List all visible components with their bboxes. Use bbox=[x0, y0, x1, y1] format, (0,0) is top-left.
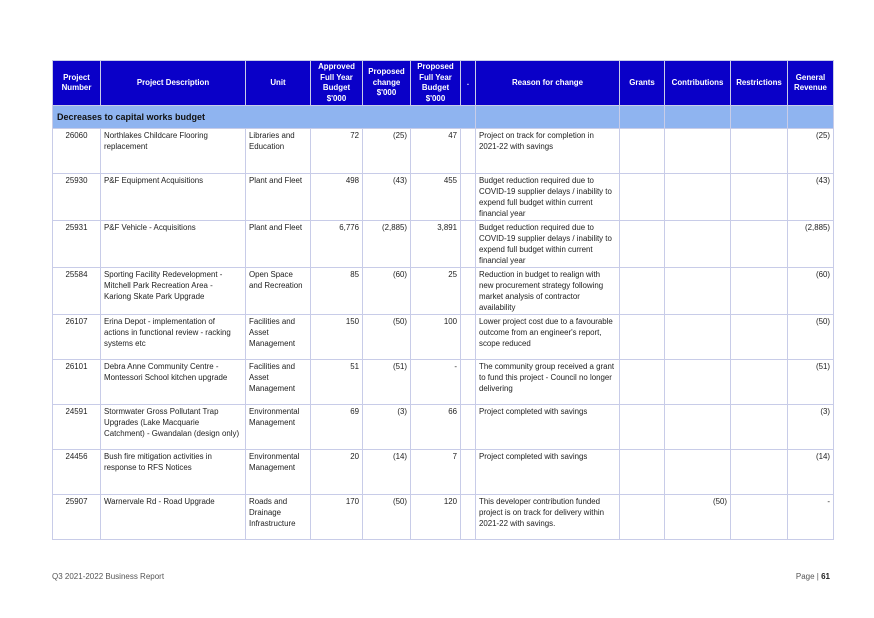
section-cell-contributions bbox=[665, 106, 731, 129]
cell-proposed-budget: 66 bbox=[411, 405, 461, 450]
section-cell-grants bbox=[620, 106, 665, 129]
cell-contributions bbox=[665, 129, 731, 174]
cell-unit: Facilities and Asset Management bbox=[246, 360, 311, 405]
table-row bbox=[53, 129, 834, 174]
cell-proposed-budget: - bbox=[411, 360, 461, 405]
table-row bbox=[53, 360, 834, 405]
header-project-description: Project Description bbox=[101, 61, 246, 106]
cell-dot bbox=[461, 129, 476, 174]
cell-contributions bbox=[665, 174, 731, 221]
cell-restrictions bbox=[731, 174, 788, 221]
cell-general-revenue: (50) bbox=[788, 315, 834, 360]
cell-dot bbox=[461, 221, 476, 268]
cell-unit: Open Space and Recreation bbox=[246, 268, 311, 315]
cell-general-revenue: - bbox=[788, 495, 834, 540]
cell-proposed-budget: 7 bbox=[411, 450, 461, 495]
cell-project-description: Erina Depot - implementation of actions in functional review - racking systems etc bbox=[101, 315, 246, 360]
cell-contributions bbox=[665, 315, 731, 360]
cell-general-revenue: (25) bbox=[788, 129, 834, 174]
cell-reason: This developer contribution funded project is on track for delivery within 2021-22 with savings. bbox=[476, 495, 620, 540]
cell-general-revenue: (14) bbox=[788, 450, 834, 495]
cell-approved-budget: 6,776 bbox=[311, 221, 363, 268]
cell-reason: The community group received a grant to fund this project - Council no longer delivering bbox=[476, 360, 620, 405]
cell-reason: Budget reduction required due to COVID-19 supplier delays / inability to expend full budget within current financial year bbox=[476, 221, 620, 268]
cell-proposed-change: (43) bbox=[363, 174, 411, 221]
cell-proposed-change: (50) bbox=[363, 495, 411, 540]
table-header-row bbox=[53, 61, 834, 106]
footer-page bbox=[796, 572, 830, 581]
table-row bbox=[53, 495, 834, 540]
cell-grants bbox=[620, 268, 665, 315]
cell-general-revenue: (43) bbox=[788, 174, 834, 221]
cell-grants bbox=[620, 129, 665, 174]
cell-unit: Environmental Management bbox=[246, 405, 311, 450]
cell-dot bbox=[461, 315, 476, 360]
cell-proposed-change: (51) bbox=[363, 360, 411, 405]
header-reason: Reason for change bbox=[476, 61, 620, 106]
cell-reason: Budget reduction required due to COVID-19 supplier delays / inability to expend full budget within current financial year bbox=[476, 174, 620, 221]
cell-unit: Plant and Fleet bbox=[246, 174, 311, 221]
cell-restrictions bbox=[731, 221, 788, 268]
cell-restrictions bbox=[731, 405, 788, 450]
cell-contributions bbox=[665, 360, 731, 405]
section-cell-general-revenue bbox=[788, 106, 834, 129]
cell-proposed-change: (14) bbox=[363, 450, 411, 495]
cell-reason: Project on track for completion in 2021-22 with savings bbox=[476, 129, 620, 174]
table-row bbox=[53, 221, 834, 268]
footer-page-number: 61 bbox=[821, 572, 830, 581]
cell-proposed-change: (3) bbox=[363, 405, 411, 450]
header-proposed-change: Proposed change $'000 bbox=[363, 61, 411, 106]
header-proposed-budget: Proposed Full Year Budget $'000 bbox=[411, 61, 461, 106]
cell-unit: Environmental Management bbox=[246, 450, 311, 495]
cell-grants bbox=[620, 360, 665, 405]
cell-grants bbox=[620, 495, 665, 540]
cell-project-number: 25931 bbox=[53, 221, 101, 268]
cell-proposed-budget: 120 bbox=[411, 495, 461, 540]
table-row bbox=[53, 174, 834, 221]
table-row bbox=[53, 268, 834, 315]
cell-general-revenue: (51) bbox=[788, 360, 834, 405]
section-cell-restrictions bbox=[731, 106, 788, 129]
section-cell-reason bbox=[476, 106, 620, 129]
cell-proposed-budget: 455 bbox=[411, 174, 461, 221]
cell-project-number: 26107 bbox=[53, 315, 101, 360]
cell-contributions bbox=[665, 268, 731, 315]
cell-unit: Libraries and Education bbox=[246, 129, 311, 174]
cell-general-revenue: (2,885) bbox=[788, 221, 834, 268]
cell-proposed-budget: 3,891 bbox=[411, 221, 461, 268]
cell-dot bbox=[461, 174, 476, 221]
footer-report-title: Q3 2021-2022 Business Report bbox=[52, 572, 165, 581]
cell-project-number: 24456 bbox=[53, 450, 101, 495]
cell-reason: Project completed with savings bbox=[476, 450, 620, 495]
cell-reason: Lower project cost due to a favourable outcome from an engineer's report, scope reduced bbox=[476, 315, 620, 360]
cell-proposed-budget: 47 bbox=[411, 129, 461, 174]
footer-page-label: Page | bbox=[795, 572, 819, 581]
section-title: Decreases to capital works budget bbox=[53, 106, 476, 129]
cell-approved-budget: 20 bbox=[311, 450, 363, 495]
cell-proposed-change: (2,885) bbox=[363, 221, 411, 268]
cell-project-description: Sporting Facility Redevelopment - Mitchell Park Recreation Area - Kariong Skate Park Upgrade bbox=[101, 268, 246, 315]
cell-approved-budget: 69 bbox=[311, 405, 363, 450]
cell-contributions: (50) bbox=[665, 495, 731, 540]
cell-grants bbox=[620, 315, 665, 360]
header-general-revenue: General Revenue bbox=[788, 61, 834, 106]
cell-grants bbox=[620, 450, 665, 495]
cell-project-description: P&F Vehicle - Acquisitions bbox=[101, 221, 246, 268]
cell-grants bbox=[620, 405, 665, 450]
cell-project-description: Bush fire mitigation activities in response to RFS Notices bbox=[101, 450, 246, 495]
cell-proposed-change: (50) bbox=[363, 315, 411, 360]
cell-project-number: 26060 bbox=[53, 129, 101, 174]
cell-dot bbox=[461, 405, 476, 450]
cell-reason: Reduction in budget to realign with new procurement strategy following market analysis of contractor availability bbox=[476, 268, 620, 315]
cell-approved-budget: 150 bbox=[311, 315, 363, 360]
cell-approved-budget: 170 bbox=[311, 495, 363, 540]
cell-contributions bbox=[665, 405, 731, 450]
cell-approved-budget: 51 bbox=[311, 360, 363, 405]
header-grants: Grants bbox=[620, 61, 665, 106]
header-unit: Unit bbox=[246, 61, 311, 106]
cell-project-description: Stormwater Gross Pollutant Trap Upgrades (Lake Macquarie Catchment) - Gwandalan (design only) bbox=[101, 405, 246, 450]
table-row bbox=[53, 450, 834, 495]
cell-restrictions bbox=[731, 268, 788, 315]
cell-dot bbox=[461, 360, 476, 405]
cell-restrictions bbox=[731, 495, 788, 540]
cell-proposed-change: (60) bbox=[363, 268, 411, 315]
header-dot: . bbox=[461, 61, 476, 106]
header-restrictions: Restrictions bbox=[731, 61, 788, 106]
header-approved-budget: Approved Full Year Budget $'000 bbox=[311, 61, 363, 106]
cell-general-revenue: (60) bbox=[788, 268, 834, 315]
cell-dot bbox=[461, 268, 476, 315]
cell-restrictions bbox=[731, 450, 788, 495]
section-row bbox=[53, 106, 834, 129]
cell-proposed-budget: 100 bbox=[411, 315, 461, 360]
table-row bbox=[53, 405, 834, 450]
cell-dot bbox=[461, 450, 476, 495]
cell-general-revenue: (3) bbox=[788, 405, 834, 450]
cell-project-description: P&F Equipment Acquisitions bbox=[101, 174, 246, 221]
cell-restrictions bbox=[731, 315, 788, 360]
cell-unit: Plant and Fleet bbox=[246, 221, 311, 268]
cell-proposed-budget: 25 bbox=[411, 268, 461, 315]
header-project-number: Project Number bbox=[53, 61, 101, 106]
cell-unit: Roads and Drainage Infrastructure bbox=[246, 495, 311, 540]
cell-project-description: Debra Anne Community Centre - Montessori School kitchen upgrade bbox=[101, 360, 246, 405]
cell-contributions bbox=[665, 221, 731, 268]
cell-unit: Facilities and Asset Management bbox=[246, 315, 311, 360]
cell-proposed-change: (25) bbox=[363, 129, 411, 174]
cell-restrictions bbox=[731, 129, 788, 174]
cell-contributions bbox=[665, 450, 731, 495]
cell-project-description: Northlakes Childcare Flooring replacement bbox=[101, 129, 246, 174]
cell-approved-budget: 72 bbox=[311, 129, 363, 174]
cell-approved-budget: 85 bbox=[311, 268, 363, 315]
cell-project-description: Warnervale Rd - Road Upgrade bbox=[101, 495, 246, 540]
cell-grants bbox=[620, 174, 665, 221]
cell-dot bbox=[461, 495, 476, 540]
cell-project-number: 25907 bbox=[53, 495, 101, 540]
cell-project-number: 25584 bbox=[53, 268, 101, 315]
cell-restrictions bbox=[731, 360, 788, 405]
cell-grants bbox=[620, 221, 665, 268]
cell-approved-budget: 498 bbox=[311, 174, 363, 221]
cell-project-number: 26101 bbox=[53, 360, 101, 405]
table-row bbox=[53, 315, 834, 360]
cell-project-number: 24591 bbox=[53, 405, 101, 450]
cell-project-number: 25930 bbox=[53, 174, 101, 221]
header-contributions: Contributions bbox=[665, 61, 731, 106]
cell-reason: Project completed with savings bbox=[476, 405, 620, 450]
capital-works-table bbox=[52, 60, 834, 540]
